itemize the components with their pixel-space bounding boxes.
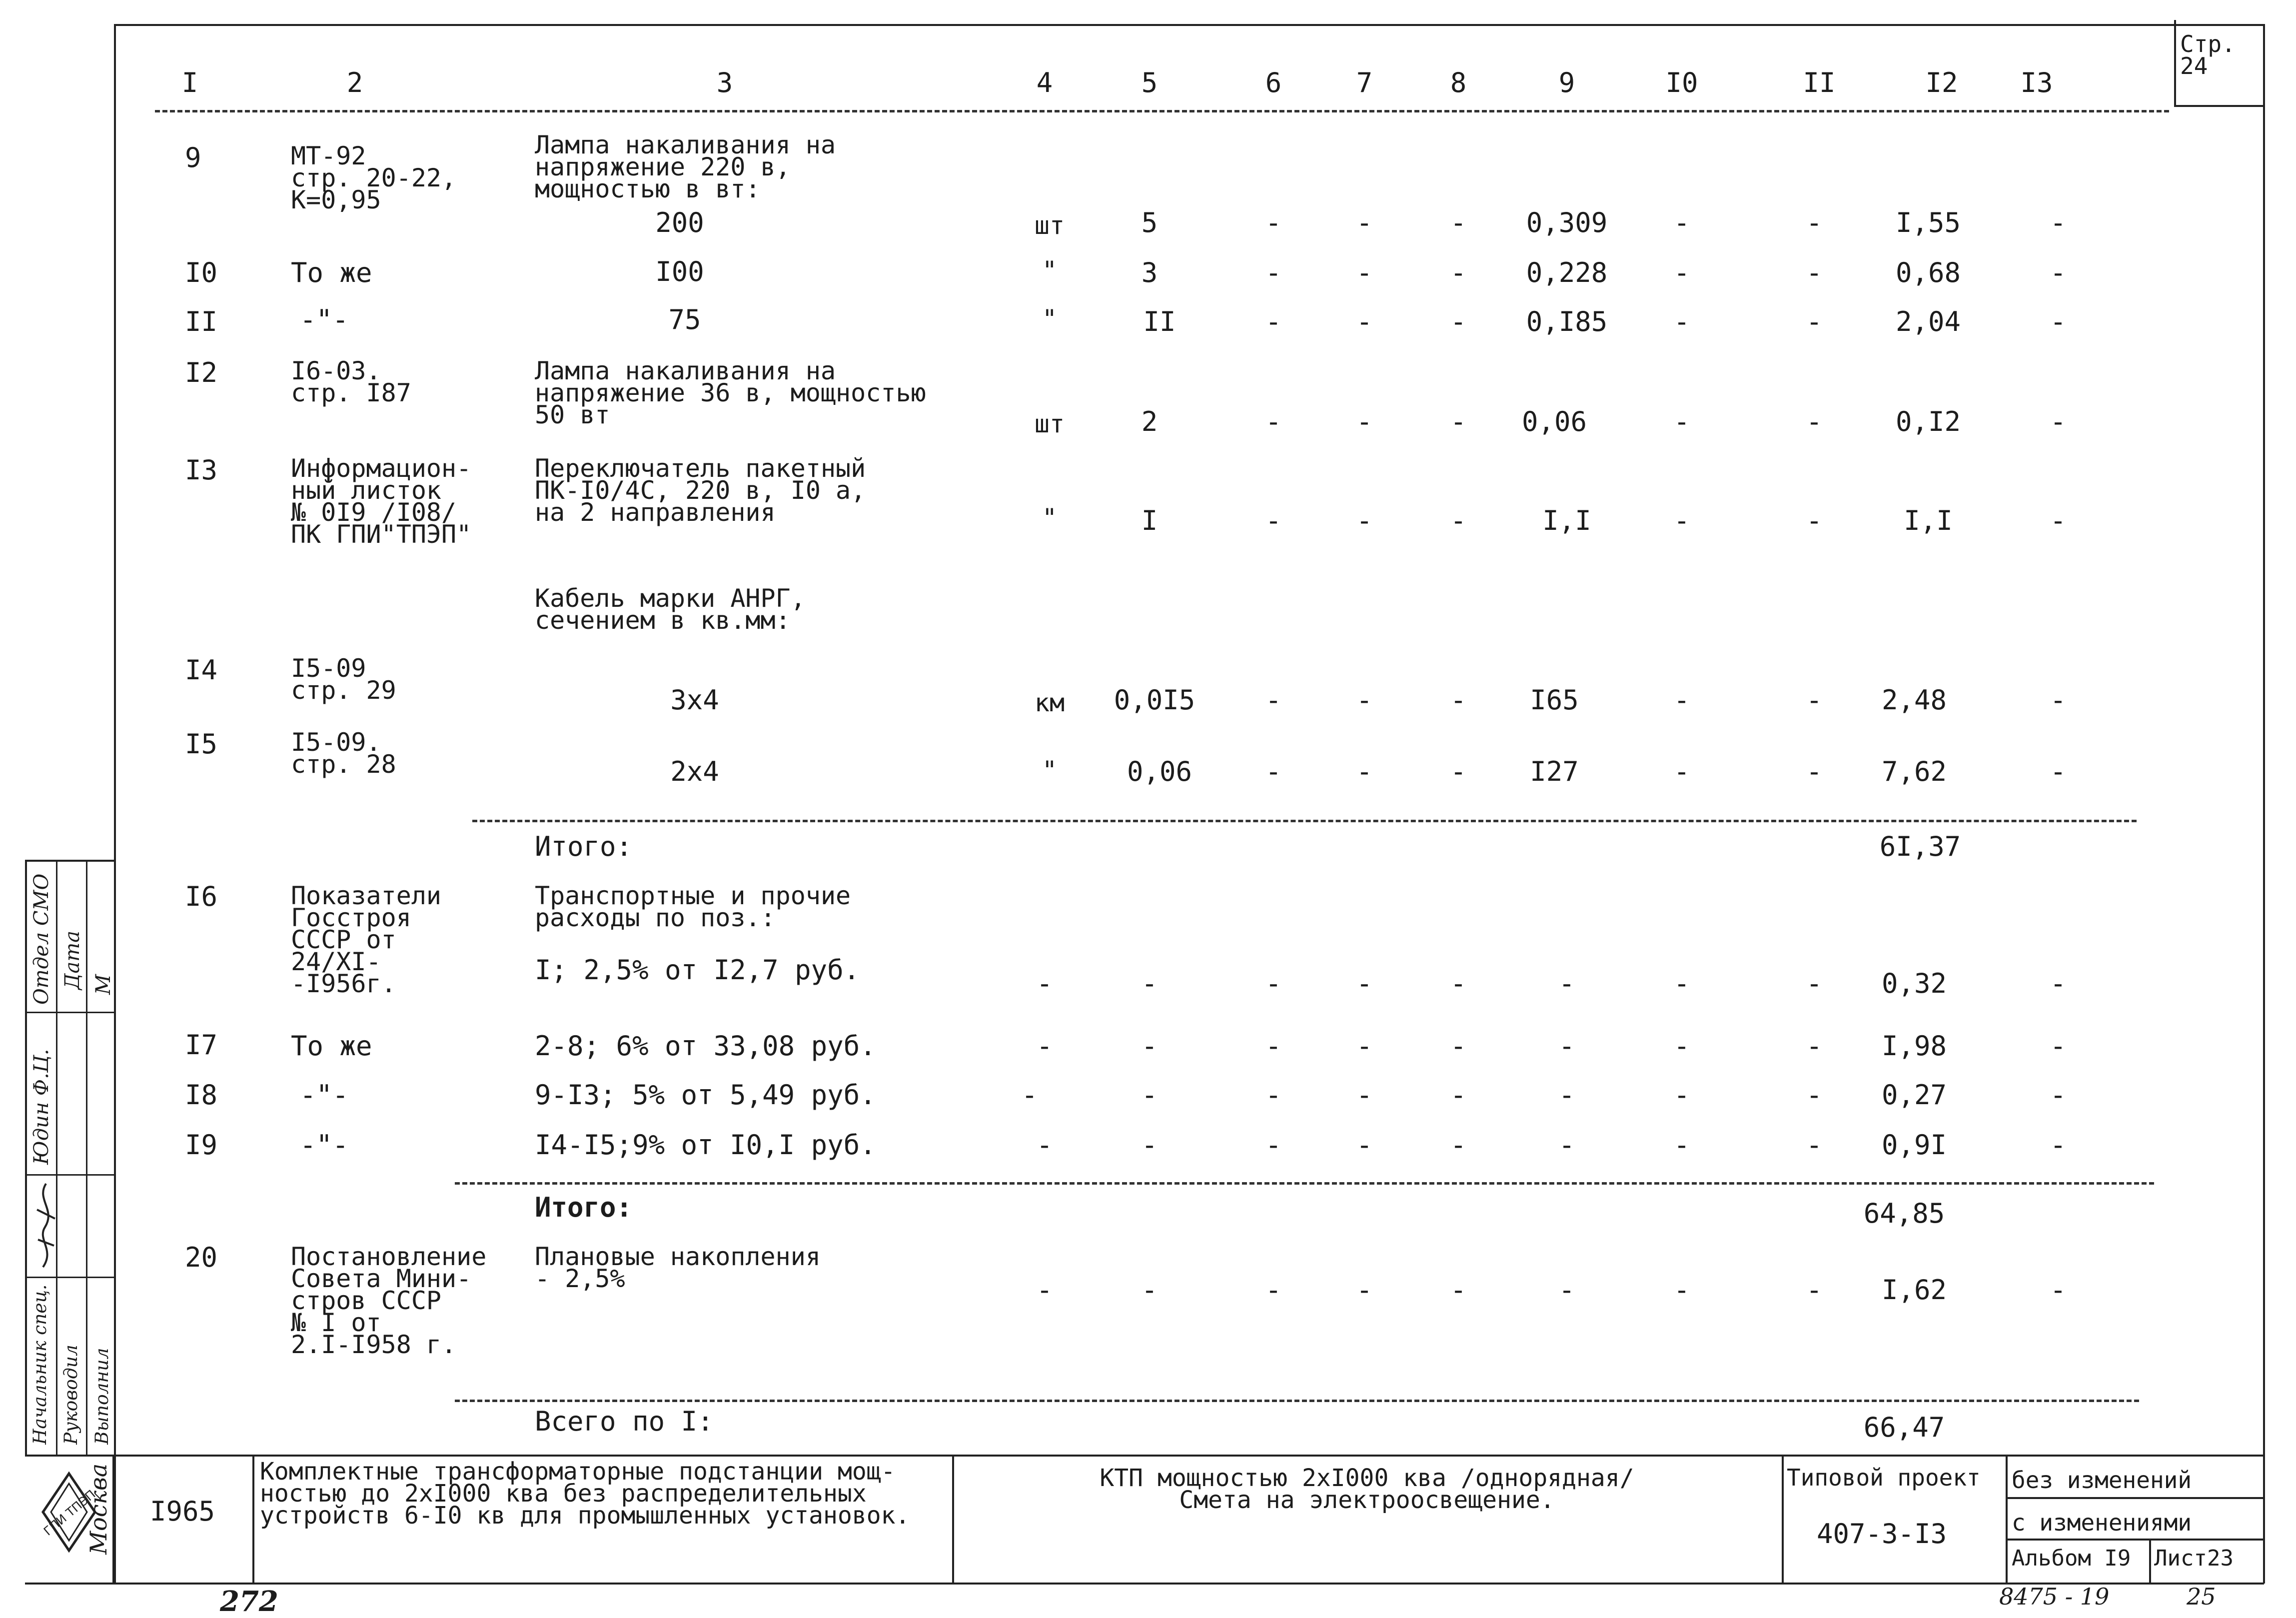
row-col12: 0,68 (1895, 257, 1961, 288)
col-header-9: 9 (1558, 67, 1575, 98)
titleblock-sep-4 (2006, 1455, 2008, 1583)
row-col11: - (1806, 1129, 1823, 1161)
row-col7: - (1356, 1030, 1373, 1062)
row-col13: - (2050, 756, 2067, 787)
row-qty: - (1141, 1274, 1158, 1306)
row-col6: - (1265, 1129, 1282, 1161)
row-number: I5 (185, 728, 218, 760)
row-col6: - (1265, 684, 1282, 716)
row-name-value: I00 (655, 256, 704, 287)
stamp-role-lead: Руководил (61, 1345, 81, 1445)
col-header-5: 5 (1141, 67, 1158, 98)
titleblock-sheet: Лист23 (2154, 1546, 2234, 1571)
row-col7: - (1356, 1129, 1373, 1161)
titleblock-subject: КТП мощностью 2хI000 ква /однорядная/ Смета на электроосвещение. (1100, 1464, 1634, 1514)
row-name-value: 200 (655, 207, 704, 238)
row-col12: I,55 (1895, 207, 1961, 238)
row-col9: - (1558, 968, 1575, 999)
row-qty: - (1141, 968, 1158, 999)
row-reference: МТ-92 стр. 20-22, К=0,95 (291, 141, 457, 214)
row-col10: - (1673, 684, 1690, 716)
row-col8: - (1450, 756, 1467, 787)
row-col9: - (1558, 1030, 1575, 1062)
row-col11: - (1806, 756, 1823, 787)
row-name-value: 9-I3; 5% от 5,49 руб. (535, 1079, 876, 1111)
row-col9: 0,I85 (1526, 306, 1608, 337)
row-reference: -"- (300, 1079, 349, 1111)
row-col9: - (1558, 1274, 1575, 1306)
row-col8: - (1450, 968, 1467, 999)
row-col13: - (2050, 505, 2067, 536)
logo-cell-sep (112, 1455, 114, 1583)
handwritten-sheet-number: 25 (2187, 1583, 2216, 1610)
stamp-role-executor: Выполнил (92, 1348, 112, 1445)
row-col9: I,I (1542, 505, 1591, 536)
row-col13: - (2050, 1129, 2067, 1161)
row-number: I3 (185, 454, 218, 486)
row-number: I9 (185, 1129, 218, 1161)
subtotal-divider (455, 1182, 2154, 1185)
col-header-6: 6 (1265, 67, 1282, 98)
titleblock-project-code: 407-3-I3 (1817, 1518, 1947, 1550)
row-col6: - (1265, 306, 1282, 337)
row-col7: - (1356, 406, 1373, 437)
col-header-4: 4 (1036, 67, 1053, 98)
col-header-3: 3 (716, 67, 733, 98)
titleblock-city: Москва (85, 1463, 112, 1555)
row-col12: 0,I2 (1895, 406, 1961, 437)
row-col7: - (1356, 505, 1373, 536)
total-divider (455, 1400, 2139, 1402)
row-col6: - (1265, 968, 1282, 999)
row-qty: - (1141, 1129, 1158, 1161)
row-col6: - (1265, 756, 1282, 787)
row-number: II (185, 306, 218, 337)
row-col8: - (1450, 306, 1467, 337)
titleblock-row-2 (2006, 1539, 2263, 1541)
stamp-dept: Отдел СМО (30, 873, 53, 1005)
row-col11: - (1806, 1030, 1823, 1062)
subtotal-label: Итого: (535, 1192, 633, 1223)
row-qty: II (1143, 306, 1176, 337)
col-header-13: I3 (2020, 67, 2053, 98)
row-number: I0 (185, 257, 218, 288)
row-unit: - (1036, 1129, 1053, 1161)
row-col7: - (1356, 756, 1373, 787)
row-col11: - (1806, 207, 1823, 238)
row-unit: шт (1034, 409, 1065, 438)
row-name-value: I; 2,5% от I2,7 руб. (535, 954, 860, 986)
col-header-10: I0 (1665, 67, 1698, 98)
row-qty: - (1141, 1030, 1158, 1062)
row-number: I2 (185, 357, 218, 388)
row-name-value: 3х4 (670, 684, 719, 716)
stamp-date-label: Дата (61, 930, 84, 990)
stamp-date-value: М (92, 974, 115, 995)
titleblock-row-1 (2006, 1497, 2263, 1499)
row-col13: - (2050, 257, 2067, 288)
row-col6: - (1265, 257, 1282, 288)
row-qty: 0,0I5 (1114, 684, 1195, 716)
row-col11: - (1806, 684, 1823, 716)
row-col10: - (1673, 505, 1690, 536)
row-number: I7 (185, 1029, 218, 1061)
row-name: Переключатель пакетный ПК-I0/4С, 220 в, I0 а, на 2 направления (535, 454, 866, 527)
row-col8: - (1450, 207, 1467, 238)
row-col6: - (1265, 406, 1282, 437)
row-reference: I5-09 стр. 29 (291, 654, 396, 705)
row-col8: - (1450, 505, 1467, 536)
row-unit: км (1034, 688, 1065, 717)
frame-right (2263, 24, 2265, 1584)
row-reference: То же (291, 257, 372, 288)
row-col10: - (1673, 1079, 1690, 1111)
col-header-12: I2 (1925, 67, 1958, 98)
row-name: Кабель марки АНРГ, сечением в кв.мм: (535, 584, 806, 635)
row-unit: " (1042, 304, 1058, 333)
row-col6: - (1265, 207, 1282, 238)
row-number: I6 (185, 881, 218, 912)
row-col9: 0,228 (1526, 257, 1608, 288)
row-col12: 0,9I (1881, 1129, 1947, 1161)
row-col11: - (1806, 968, 1823, 999)
col-header-2: 2 (346, 67, 363, 98)
stamp-role-chief: Начальник спец. (30, 1284, 50, 1445)
row-unit: " (1042, 503, 1058, 532)
titleblock-sep-5 (2149, 1539, 2151, 1583)
row-name-value: 75 (668, 304, 701, 335)
logo-text: ГПИ ТПЭП (41, 1487, 98, 1539)
row-unit: - (1021, 1079, 1038, 1111)
row-qty: 0,06 (1127, 756, 1192, 787)
titleblock-with-changes: с изменениями (2012, 1509, 2192, 1536)
row-col7: - (1356, 1079, 1373, 1111)
titleblock-project-label: Типовой проект (1787, 1464, 1981, 1491)
row-col10: - (1673, 406, 1690, 437)
titleblock-album: Альбом I9 (2012, 1546, 2131, 1571)
row-col10: - (1673, 1274, 1690, 1306)
row-col9: 0,06 (1521, 406, 1587, 437)
row-col10: - (1673, 1129, 1690, 1161)
row-col8: - (1450, 1079, 1467, 1111)
row-unit: - (1036, 1274, 1053, 1306)
row-reference: Информацион- ный листок № 0I9 /I08/ ПК ГПИ"ТПЭП" (291, 454, 472, 549)
row-col10: - (1673, 207, 1690, 238)
row-unit: - (1036, 968, 1053, 999)
row-col8: - (1450, 257, 1467, 288)
row-reference: I6-03. стр. I87 (291, 356, 411, 407)
row-unit: - (1036, 1030, 1053, 1062)
row-col8: - (1450, 1129, 1467, 1161)
row-qty: 2 (1141, 406, 1158, 437)
titleblock-sep-2 (952, 1455, 954, 1583)
row-number: I4 (185, 654, 218, 686)
row-col12: 7,62 (1881, 756, 1947, 787)
row-col6: - (1265, 1030, 1282, 1062)
handwritten-reference: 8475 - 19 (1999, 1583, 2110, 1610)
col-header-7: 7 (1356, 67, 1373, 98)
row-qty: I (1141, 505, 1158, 536)
row-reference: Постановление Совета Мини- стров СССР № I от 2.I-I958 г. (291, 1242, 487, 1359)
total-value: 66,47 (1863, 1412, 1945, 1443)
total-label: Всего по I: (535, 1406, 714, 1437)
row-col8: - (1450, 684, 1467, 716)
row-col13: - (2050, 1274, 2067, 1306)
row-reference: -"- (300, 1129, 349, 1161)
row-name-value: I4-I5;9% от I0,I руб. (535, 1129, 876, 1161)
row-number: I8 (185, 1079, 218, 1111)
row-name: Транспортные и прочие расходы по поз.: (535, 881, 851, 932)
row-col10: - (1673, 1030, 1690, 1062)
row-col7: - (1356, 257, 1373, 288)
row-name: Лампа накаливания на напряжение 220 в, мощностью в вт: (535, 130, 836, 203)
row-col7: - (1356, 207, 1373, 238)
row-name-value: 2х4 (670, 756, 719, 787)
row-col12: 0,32 (1881, 968, 1947, 999)
row-col12: I,98 (1881, 1030, 1947, 1062)
col-header-1: I (181, 67, 198, 98)
row-col12: 0,27 (1881, 1079, 1947, 1111)
row-col7: - (1356, 306, 1373, 337)
row-col8: - (1450, 1274, 1467, 1306)
row-col9: 0,309 (1526, 207, 1608, 238)
row-col9: I27 (1530, 756, 1579, 787)
col-header-8: 8 (1450, 67, 1467, 98)
subtotal-label: Итого: (535, 831, 633, 862)
row-col6: - (1265, 1079, 1282, 1111)
handwritten-page-number: 272 (220, 1585, 278, 1618)
header-divider (155, 110, 2169, 112)
row-col8: - (1450, 1030, 1467, 1062)
titleblock-no-changes: без изменений (2012, 1467, 2192, 1494)
row-col12: I,I (1904, 505, 1953, 536)
row-name-value: 2-8; 6% от 33,08 руб. (535, 1030, 876, 1062)
titleblock-top (25, 1455, 2264, 1457)
subtotal-value: 6I,37 (1879, 831, 1961, 862)
row-col13: - (2050, 968, 2067, 999)
row-col11: - (1806, 306, 1823, 337)
row-col11: - (1806, 505, 1823, 536)
corner-page-label: Стр. 24 (2180, 30, 2236, 79)
col-header-11: II (1803, 67, 1836, 98)
row-qty: - (1141, 1079, 1158, 1111)
row-reference: Показатели Госстроя СССР от 24/XI- -I956г. (291, 881, 442, 998)
row-col11: - (1806, 1079, 1823, 1111)
row-col9: - (1558, 1129, 1575, 1161)
row-number: 20 (185, 1242, 218, 1273)
row-col9: - (1558, 1079, 1575, 1111)
row-col9: I65 (1530, 684, 1579, 716)
row-col10: - (1673, 968, 1690, 999)
row-name: Лампа накаливания на напряжение 36 в, мощностью 50 вт (535, 356, 926, 429)
stamp-engineer: Юдин Ф.Ц. (30, 1049, 53, 1165)
subtotal-divider (472, 820, 2137, 822)
row-col13: - (2050, 1030, 2067, 1062)
row-col13: - (2050, 207, 2067, 238)
row-reference: I5-09. стр. 28 (291, 728, 396, 779)
frame-bottom (25, 1583, 2264, 1585)
row-col10: - (1673, 306, 1690, 337)
row-col13: - (2050, 306, 2067, 337)
row-qty: 3 (1141, 257, 1158, 288)
titleblock-description: Комплектные трансформаторные подстанции мощ- ностью до 2хI000 ква без распределительных устройств 6-I0 кв для промышленных установок. (260, 1458, 910, 1530)
row-col7: - (1356, 1274, 1373, 1306)
row-col11: - (1806, 257, 1823, 288)
titleblock-sep-3 (1782, 1455, 1784, 1583)
row-col12: 2,48 (1881, 684, 1947, 716)
row-col7: - (1356, 968, 1373, 999)
row-unit: " (1042, 756, 1058, 785)
row-col8: - (1450, 406, 1467, 437)
signature (31, 1180, 61, 1280)
row-col12: 2,04 (1895, 306, 1961, 337)
row-col12: I,62 (1881, 1274, 1947, 1306)
row-col6: - (1265, 505, 1282, 536)
row-name: Плановые накопления - 2,5% (535, 1242, 821, 1293)
row-col7: - (1356, 684, 1373, 716)
titleblock-year: I965 (150, 1496, 215, 1527)
row-number: 9 (185, 142, 201, 173)
subtotal-value: 64,85 (1863, 1198, 1945, 1229)
row-reference: То же (291, 1030, 372, 1062)
row-col10: - (1673, 756, 1690, 787)
row-reference: -"- (300, 304, 349, 335)
frame-top (114, 24, 2263, 26)
row-qty: 5 (1141, 207, 1158, 238)
titleblock-sep-1 (252, 1455, 254, 1583)
row-col6: - (1265, 1274, 1282, 1306)
row-col13: - (2050, 684, 2067, 716)
row-unit: шт (1034, 211, 1065, 240)
row-col13: - (2050, 406, 2067, 437)
row-col13: - (2050, 1079, 2067, 1111)
row-col11: - (1806, 1274, 1823, 1306)
row-unit: " (1042, 256, 1058, 285)
row-col10: - (1673, 257, 1690, 288)
row-col11: - (1806, 406, 1823, 437)
